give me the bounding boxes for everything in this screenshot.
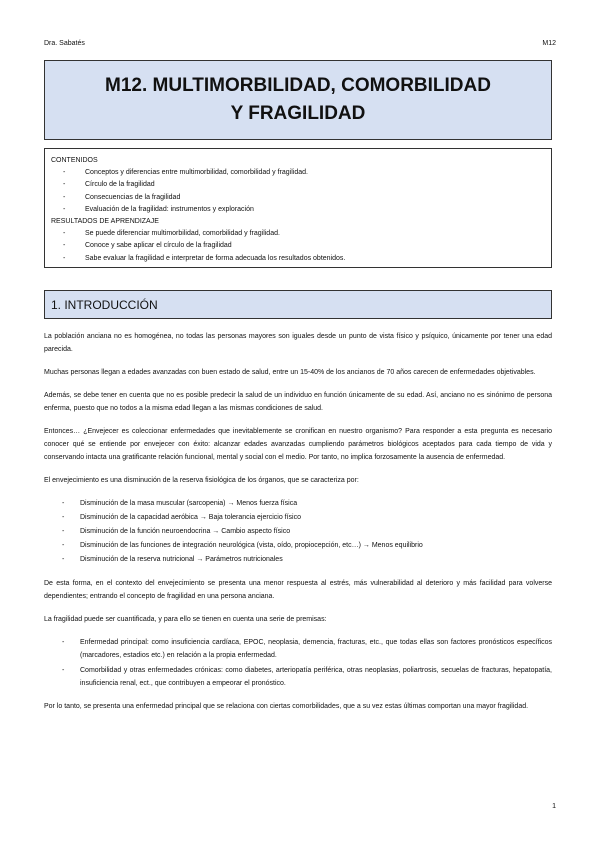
outcome-item: - Conoce y sabe aplicar el círculo de la fragilidad [51, 240, 545, 252]
premise-item: - Enfermedad principal: como insuficiencia cardíaca, EPOC, neoplasia, demencia, fracturas, etc., que todas ellas son factores pronósticos específicos (marcadores, estadios etc.) en relación a la propia enfermedad. [44, 636, 552, 662]
outcomes-list [51, 228, 545, 265]
contents-box [44, 148, 552, 268]
paragraph: Entonces… ¿Envejecer es coleccionar enfermedades que inevitablemente se cronifican en nuestro organismo? Para responder a esta pregunta es necesario conocer qué se entiende por envejecer con éxito: alcanzar edades avanzadas cumpliendo parámetros biológicos aceptados para cada tiempo de vida y conservando intacta una gratificante relación funcional, mental y social con el medio. Por tanto, no implica forzosamente la ausencia de enfermedad. [44, 428, 552, 461]
paragraph: Muchas personas llegan a edades avanzadas con buen estado de salud, entre un 15-40% de los ancianos de 70 años carecen de enfermedades objetivables. [44, 369, 536, 376]
aging-list-item: - Disminución de la reserva nutricional → Parámetros nutricionales [44, 553, 552, 567]
premises-list [44, 636, 552, 690]
outcome-item: - Sabe evaluar la fragilidad e interpretar de forma adecuada los resultados obtenidos. [51, 253, 545, 265]
outcomes-heading: RESULTADOS DE APRENDIZAJE [51, 218, 159, 226]
title-box [44, 60, 552, 140]
paragraph: La población anciana no es homogénea, no todas las personas mayores son iguales desde un punto de vista físico y psíquico, únicamente por tener una edad parecida. [44, 333, 552, 353]
contents-item: - Consecuencias de la fragilidad [51, 192, 545, 204]
aging-list-item: - Disminución de la función neuroendocrina → Cambio aspecto físico [44, 525, 552, 539]
section-title: 1. INTRODUCCIÓN [51, 297, 158, 312]
paragraph: Además, se debe tener en cuenta que no es posible predecir la salud de un individuo en función únicamente de su edad. Así, anciano no es sinónimo de persona enferma, puesto que no todos a la misma edad llegan a las mismas condiciones de salud. [44, 392, 552, 412]
header-author: Dra. Sabatés [44, 40, 85, 47]
contents-item: - Círculo de la fragilidad [51, 179, 545, 191]
aging-list-item: - Disminución de la capacidad aeróbica → Baja tolerancia ejercicio físico [44, 511, 552, 525]
contents-item: - Conceptos y diferencias entre multimorbilidad, comorbilidad y fragilidad. [51, 167, 545, 179]
header-code: M12 [542, 40, 556, 47]
contents-list [51, 167, 545, 216]
paragraph: Por lo tanto, se presenta una enfermedad principal que se relaciona con ciertas comorbilidades, que a su vez estas últimas comportan una mayor fragilidad. [44, 703, 529, 710]
document-title: M12. MULTIMORBILIDAD, COMORBILIDAD Y FRAGILIDAD [105, 75, 491, 124]
paragraph: La fragilidad puede ser cuantificada, y para ello se tienen en cuenta una serie de premisas: [44, 616, 327, 623]
page-number: 1 [552, 803, 556, 810]
contents-heading: CONTENIDOS [51, 157, 98, 164]
contents-item: - Evaluación de la fragilidad: instrumentos y exploración [51, 204, 545, 216]
aging-list-item: - Disminución de las funciones de integración neurológica (vista, oído, propiocepción, etc…) → Menos equilibrio [44, 539, 552, 553]
page-header [44, 40, 556, 47]
section-header [44, 290, 552, 319]
aging-list [44, 497, 552, 567]
paragraph: El envejecimiento es una disminución de la reserva fisiológica de los órganos, que se caracteriza por: [44, 477, 359, 484]
premise-item: - Comorbilidad y otras enfermedades crónicas: como diabetes, arteriopatía periférica, otras neoplasias, poliartrosis, secuelas de fracturas, hepatopatía, insuficiencia renal, ect., que contribuyen a empeorar el pronóstico. [44, 664, 552, 690]
paragraph: De esta forma, en el contexto del envejecimiento se presenta una menor respuesta al estrés, más vulnerabilidad al deterioro y más facilidad para volverse dependientes; entrando el concepto de fragilidad en una persona anciana. [44, 580, 552, 600]
outcome-item: - Se puede diferenciar multimorbilidad, comorbilidad y fragilidad. [51, 228, 545, 240]
aging-list-item: - Disminución de la masa muscular (sarcopenia) → Menos fuerza física [44, 497, 552, 511]
body-text [44, 330, 552, 723]
